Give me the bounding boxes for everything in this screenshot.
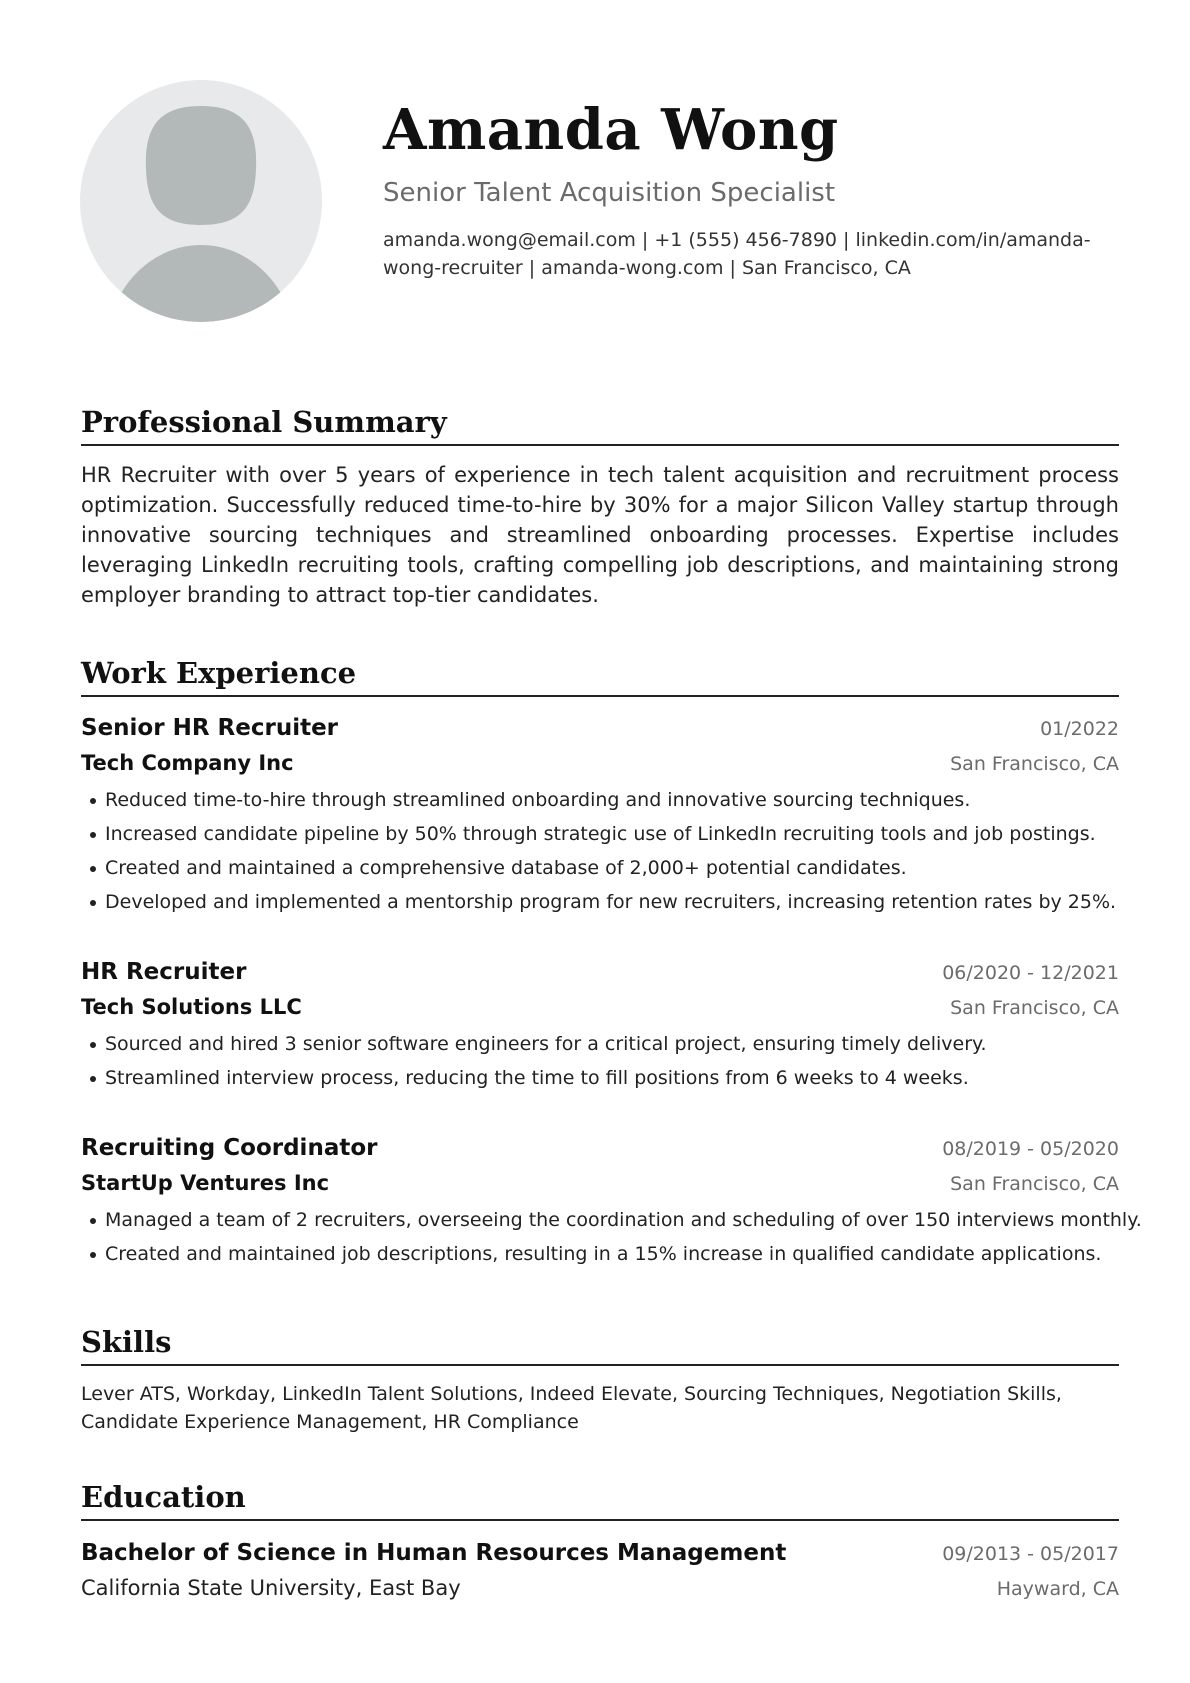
job-bullet: Created and maintained job descriptions, resulting in a 15% increase in qualified candidate applications. <box>81 1237 1119 1271</box>
summary-text: HR Recruiter with over 5 years of experience in tech talent acquisition and recruitment process optimization. Successfully reduced time-to-hire by 30% for a major Silicon Valley startup through innovative sourcing techniques and streamlined onboarding processes. Expertise includes leveraging LinkedIn recruiting tools, crafting compelling job descriptions, and maintaining strong employer branding to attract top-tier candidates. <box>81 463 1119 607</box>
candidate-title: Senior Talent Acquisition Specialist <box>383 178 836 208</box>
header <box>383 92 1123 282</box>
candidate-name: Amanda Wong <box>383 97 839 163</box>
section-heading-experience: Work Experience <box>81 653 1119 697</box>
experience-section <box>81 653 1142 1271</box>
education-location: Hayward, CA <box>996 1578 1119 1600</box>
job-role: Senior HR Recruiter <box>81 715 339 741</box>
education-dates: 09/2013 - 05/2017 <box>942 1543 1119 1565</box>
education-degree: Bachelor of Science in Human Resources Management <box>81 1540 787 1566</box>
job-dates: 01/2022 <box>1040 718 1119 740</box>
job-bullet: Developed and implemented a mentorship program for new recruiters, increasing retention rates by 25%. <box>81 885 1119 919</box>
education-section <box>81 1477 1119 1606</box>
job-location: San Francisco, CA <box>950 753 1119 775</box>
job-bullet: Increased candidate pipeline by 50% through strategic use of LinkedIn recruiting tools and job postings. <box>81 817 1119 851</box>
job-bullets <box>81 783 1119 919</box>
job-company: Tech Solutions LLC <box>81 995 302 1019</box>
summary-section <box>81 402 1119 610</box>
section-heading-education: Education <box>81 1477 1119 1521</box>
job-entry <box>81 711 1119 919</box>
job-bullet: Sourced and hired 3 senior software engineers for a critical project, ensuring timely delivery. <box>81 1027 1119 1061</box>
contact-info: amanda.wong@email.com | +1 (555) 456-7890 | linkedin.com/in/amanda-wong-recruiter | amanda-wong.com | San Francisco, CA <box>383 229 1091 279</box>
avatar-placeholder-icon <box>80 80 322 322</box>
section-heading-summary: Professional Summary <box>81 402 1119 446</box>
job-dates: 08/2019 - 05/2020 <box>942 1138 1119 1160</box>
skills-section <box>81 1322 1119 1436</box>
job-dates: 06/2020 - 12/2021 <box>942 962 1119 984</box>
job-bullet: Managed a team of 2 recruiters, overseeing the coordination and scheduling of over 150 interviews monthly. <box>81 1203 1119 1237</box>
job-role: Recruiting Coordinator <box>81 1135 378 1161</box>
job-company: Tech Company Inc <box>81 751 294 775</box>
job-entry <box>81 1131 1142 1271</box>
job-bullet: Reduced time-to-hire through streamlined onboarding and innovative sourcing techniques. <box>81 783 1119 817</box>
job-bullet: Created and maintained a comprehensive database of 2,000+ potential candidates. <box>81 851 1119 885</box>
education-school: California State University, East Bay <box>81 1576 461 1600</box>
section-heading-skills: Skills <box>81 1322 1119 1366</box>
job-location: San Francisco, CA <box>950 997 1119 1019</box>
job-bullets <box>81 1027 1119 1095</box>
job-bullets <box>81 1203 1142 1271</box>
job-company: StartUp Ventures Inc <box>81 1171 330 1195</box>
skills-text: Lever ATS, Workday, LinkedIn Talent Solutions, Indeed Elevate, Sourcing Techniques, Negotiation Skills, Candidate Experience Management, HR Compliance <box>81 1383 1062 1433</box>
job-bullet: Streamlined interview process, reducing the time to fill positions from 6 weeks to 4 weeks. <box>81 1061 1119 1095</box>
job-location: San Francisco, CA <box>950 1173 1119 1195</box>
job-role: HR Recruiter <box>81 959 247 985</box>
job-entry <box>81 955 1119 1095</box>
